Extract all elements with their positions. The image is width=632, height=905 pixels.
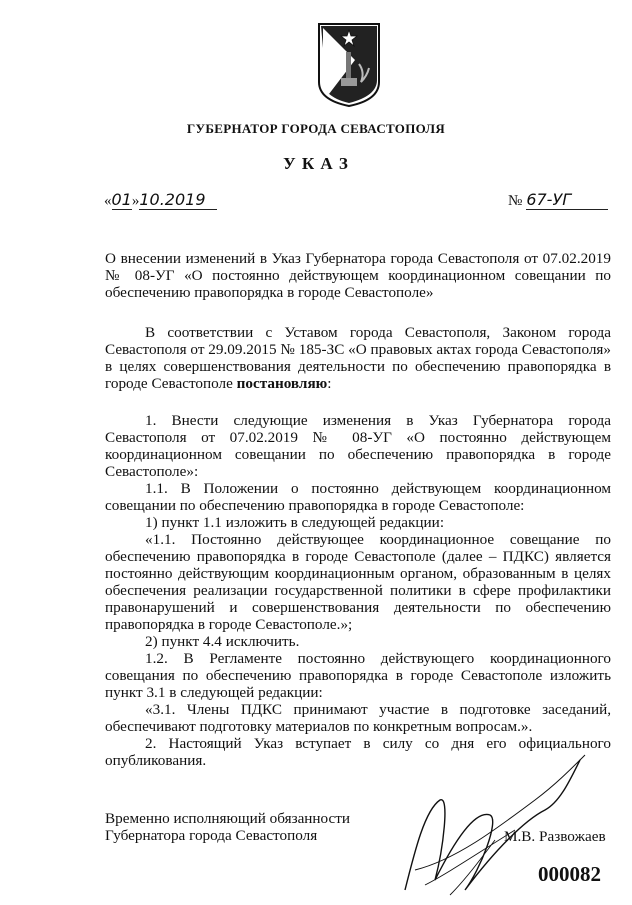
document-number (508, 190, 614, 210)
document-subject (105, 250, 611, 301)
date-day: 01 (111, 190, 132, 209)
number-value: 67-УГ (526, 190, 608, 210)
document-type-heading: У К А З (283, 154, 349, 173)
number-sign: № (508, 193, 523, 209)
item-quote-3-1: «3.1. Члены ПДКС принимают участие в подготовке заседаний, обеспечивают подготовку материалов по конкретным вопросам.». (105, 701, 611, 735)
position-line-1: Временно исполняющий обязанности (105, 810, 351, 827)
item-1-1-1: 1) пункт 1.1 изложить в следующей редакции: (145, 514, 445, 531)
decree-items (105, 412, 611, 769)
date-month-year: 10.2019 (139, 190, 217, 210)
item-1-1-2: 2) пункт 4.4 исключить. (145, 633, 300, 650)
date-close-quote: » (131, 193, 140, 209)
document-date (104, 190, 234, 210)
coat-of-arms-emblem (315, 20, 383, 108)
preamble-paragraph (105, 324, 611, 392)
preamble-end: : (327, 375, 332, 392)
signatory-name: М.В. Развожаев (504, 828, 606, 845)
item-1: 1. Внести следующие изменения в Указ Губернатора города Севастополя от 07.02.2019 № 08-УГ «О постоянно действующем координационном совещании по обеспечению правопорядка в городе Севастополе»: (105, 412, 611, 480)
item-1-2: 1.2. В Регламенте постоянно действующего координационного совещания по обеспечению правопорядка в городе Севастополе изложить пункт 3.1 в следующей редакции: (105, 650, 611, 701)
preamble (105, 324, 611, 392)
date-open-quote: « (104, 193, 112, 209)
signatory-position (105, 810, 350, 844)
governor-title: ГУБЕРНАТОР ГОРОДА СЕВАСТОПОЛЯ (186, 121, 446, 136)
item-1-1: 1.1. В Положении о постоянно действующем координационном совещании по обеспечению правопорядка в городе Севастополе: (105, 480, 611, 514)
item-2: 2. Настоящий Указ вступает в силу со дня его официального опубликования. (105, 735, 611, 769)
serial-number: 000082 (538, 862, 601, 886)
preamble-text: В соответствии с Уставом города Севастополя, Законом города Севастополя от 29.09.2015 № 185-ЗС «О правовых актах города Севастополя» в целях совершенствования деятельности по обеспечению правопорядка в городе Севастополе (105, 324, 611, 392)
position-line-2: Губернатора города Севастополя (105, 827, 318, 844)
subject-text: О внесении изменений в Указ Губернатора города Севастополя от 07.02.2019 № 08-УГ «О постоянно действующем координационном совещании по обеспечению правопорядка в городе Севастополе» (105, 250, 611, 301)
item-quote-1-1: «1.1. Постоянно действующее координационное совещание по обеспечению правопорядка в городе Севастополе (далее – ПДКС) является постоянно действующим координационным органом, образованным в целях обеспечения реализации государственной политики в сфере профилактики правонарушений и совершенствования деятельности по обеспечению правопорядка в городе Севастополе.»; (105, 531, 611, 633)
preamble-bold-word: постановляю (236, 375, 328, 392)
